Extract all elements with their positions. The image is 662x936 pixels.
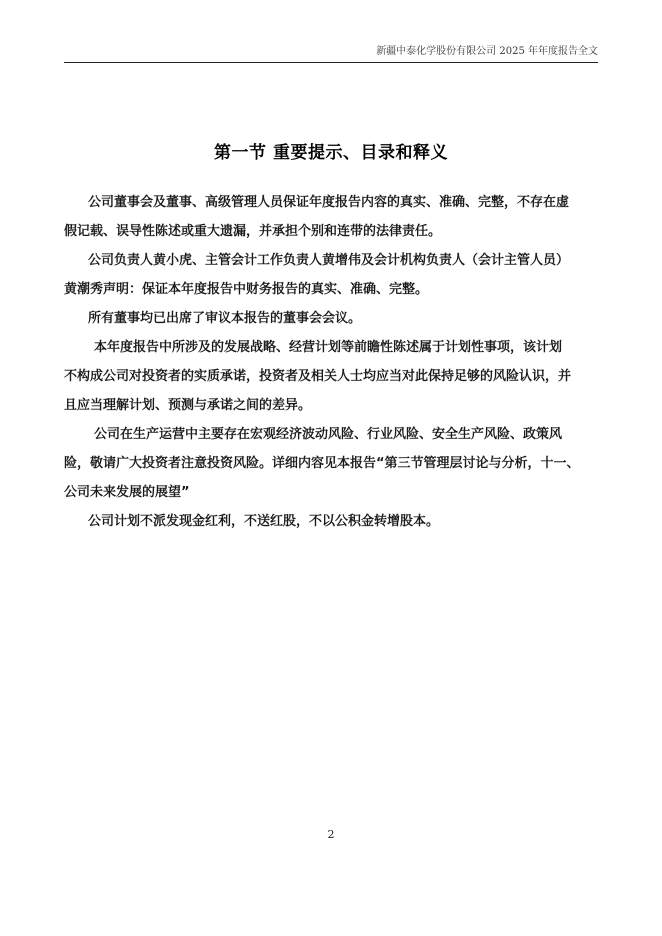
page-number: 2 (327, 828, 335, 841)
paragraph-line: 本年度报告中所涉及的发展战略、经营计划等前瞻性陈述属于计划性事项，该计划 (94, 340, 563, 355)
paragraph-board-guarantee (64, 188, 598, 246)
paragraph-financial-statement-declaration (64, 246, 598, 304)
paragraph-line: 公司未来发展的展望” (64, 485, 190, 500)
paragraph-forward-looking-statement (64, 333, 598, 420)
paragraph-line: 黄潮秀声明：保证本年度报告中财务报告的真实、准确、完整。 (64, 282, 429, 297)
paragraph-risk-warning (64, 420, 598, 507)
paragraph-line: 公司计划不派发现金红利，不送红股，不以公积金转增股本。 (88, 514, 440, 529)
paragraph-line: 公司负责人黄小虎、主管会计工作负责人黄增伟及会计机构负责人（会计主管人员） (88, 253, 570, 268)
paragraph-line: 险，敬请广大投资者注意投资风险。详细内容见本报告“第三节管理层讨论与分析，十一、 (64, 456, 580, 471)
paragraph-board-attendance (88, 304, 598, 333)
paragraph-line: 公司在生产运营中主要存在宏观经济波动风险、行业风险、安全生产风险、政策风 (94, 427, 563, 442)
section-title: 第一节 重要提示、目录和释义 (214, 143, 448, 163)
header-company-report-title: 新疆中泰化学股份有限公司 2025 年年度报告全文 (376, 46, 598, 57)
page-header (64, 46, 598, 63)
paragraph-dividend-plan (88, 507, 598, 536)
important-notice-body (64, 188, 598, 536)
paragraph-line: 不构成公司对投资者的实质承诺，投资者及相关人士均应当对此保持足够的风险认识，并 (64, 369, 572, 384)
paragraph-line: 公司董事会及董事、高级管理人员保证年度报告内容的真实、准确、完整，不存在虚 (88, 195, 570, 210)
paragraph-line: 假记载、误导性陈述或重大遗漏，并承担个别和连带的法律责任。 (64, 224, 442, 239)
paragraph-line: 所有董事均已出席了审议本报告的董事会会议。 (88, 311, 362, 326)
paragraph-line: 且应当理解计划、预测与承诺之间的差异。 (64, 398, 312, 413)
